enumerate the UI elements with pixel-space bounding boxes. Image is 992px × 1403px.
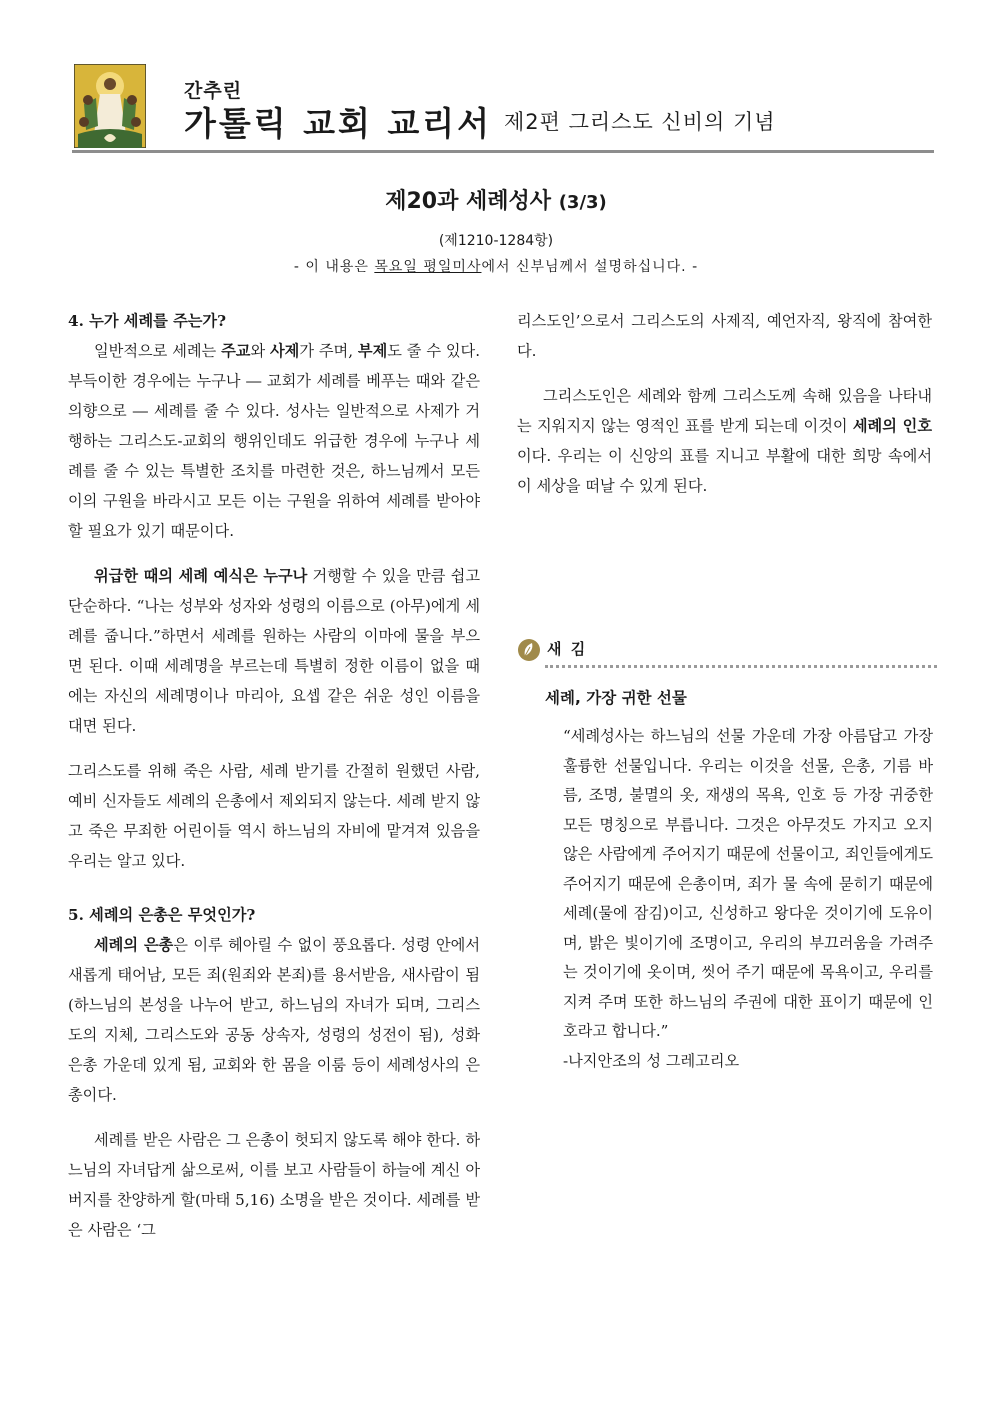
- page-header: [72, 62, 934, 154]
- header-rule: [72, 150, 934, 153]
- section5-paragraph-2-continued: 리스도인’으로서 그리스도의 사제직, 예언자직, 왕직에 참여한다.: [517, 312, 932, 360]
- leaf-icon: [517, 638, 541, 662]
- section4-paragraph-2: 위급한 때의 세례 예식은 누구나 거행할 수 있을 만큼 쉽고 단순하다. “나는 성부와 성자와 성령의 이름으로 (아무)에게 세례를 줍니다.”하면서 세례를 원하는 사람의 이마에 물을 부으면 된다. 이때 세례명을 부르는데 특별히 정한 이름이 없을 때에는 자신의 세례명이나 마리아, 요셉 같은 쉬운 성인 이름을 대면 된다.: [68, 567, 480, 735]
- section4-paragraph-1: 일반적으로 세례는 주교와 사제가 주며, 부제도 줄 수 있다. 부득이한 경우에는 누구나 ― 교회가 세례를 베푸는 때와 같은 의향으로 ― 세례를 줄 수 있다. 성사는 일반적으로 사제가 거행하는 그리스도-교회의 행위인데도 위급한 경우에 누구나 세례를 줄 수 있는 특별한 조치를 마련한 것은, 하느님께서 모든 이의 구원을 바라시고 모든 이는 구원을 위하여 세례를 받아야 할 필요가 있기 때문이다.: [68, 342, 481, 540]
- note-suffix: 에서 신부님께서 설명하십니다. -: [481, 259, 699, 275]
- section4-heading: 4. 누가 세례를 주는가?: [68, 312, 226, 330]
- section5-paragraph-2: 세례를 받은 사람은 그 은총이 헛되지 않도록 해야 한다. 하느님의 자녀답게 삶으로써, 이를 보고 사람들이 하늘에 계신 아버지를 찬양하게 할(마태 5,16) 소명을 받은 것이다. 세례를 받은 사람은 ‘그: [68, 1131, 480, 1239]
- section5-paragraph-3: 그리스도인은 세례와 함께 그리스도께 속해 있음을 나타내는 지워지지 않는 영적인 표를 받게 되는데 이것이 세례의 인호이다. 우리는 이 신앙의 표를 지니고 부활에 대한 희망 속에서 이 세상을 떠날 수 있게 된다.: [517, 387, 932, 495]
- note-underlined: 목요일 평일미사: [374, 259, 482, 275]
- lesson-part: (3/3): [558, 192, 607, 213]
- christ-logo-image: [74, 64, 146, 148]
- section4-paragraph-3: 그리스도를 위해 죽은 사람, 세례 받기를 간절히 원했던 사람, 예비 신자들도 세례의 은총에서 제외되지 않는다. 세례 받지 않고 죽은 무죄한 어린이들 역시 하느님의 자비에 맡겨져 있음을 우리는 알고 있다.: [68, 762, 480, 870]
- lesson-note: [0, 256, 992, 276]
- right-column: [517, 306, 932, 501]
- part-title: 제2편 그리스도 신비의 기념: [504, 110, 776, 134]
- lesson-ref: (제1210-1284항): [438, 233, 554, 249]
- saegim-title: 세례, 가장 귀한 선물: [545, 689, 687, 707]
- saegim-attribution: -나지안조의 성 그레고리오: [563, 1051, 740, 1070]
- lesson-title: [0, 184, 992, 215]
- dotted-divider: [545, 665, 937, 668]
- left-column: [68, 306, 480, 1245]
- book-title: 가톨릭 교회 교리서: [184, 104, 493, 143]
- saegim-header: [517, 634, 937, 668]
- section5-heading: 5. 세례의 은총은 무엇인가?: [68, 906, 256, 924]
- saegim-label: 새 김: [547, 640, 588, 658]
- lesson-title-text: 제20과 세례성사: [385, 189, 552, 214]
- section5-paragraph-1: 세례의 은총은 이루 헤아릴 수 없이 풍요롭다. 성령 안에서 새롭게 태어남, 모든 죄(원죄와 본죄)를 용서받음, 새사람이 됨(하느님의 본성을 나누어 받고, 하느님의 자녀가 되며, 그리스도의 지체, 그리스도와 공동 상속자, 성령의 성전이 됨), 성화 은총 가운데 있게 됨, 교회와 한 몸을 이룸 등이 세례성사의 은총이다.: [68, 936, 480, 1104]
- saegim-quote: “세례성사는 하느님의 선물 가운데 가장 아름답고 가장 훌륭한 선물입니다. 우리는 이것을 선물, 은총, 기름 바름, 조명, 불멸의 옷, 재생의 목욕, 인호 등 가장 귀중한 모든 명칭으로 부릅니다. 그것은 아무것도 가지고 오지 않은 사람에게 주어지기 때문에 선물이고, 죄인들에게도 주어지기 때문에 은총이며, 죄가 물 속에 묻히기 때문에 세례(물에 잠김)이고, 신성하고 왕다운 것이기에 도유이며, 밝은 빛이기에 조명이고, 우리의 부끄러움을 가려주는 것이기에 옷이며, 씻어 주기 때문에 목욕이고, 우리를 지켜 주며 또한 하느님의 주권에 대한 표이기 때문에 인호라고 합니다.”: [563, 727, 933, 1040]
- saegim-quote-block: [563, 722, 933, 1076]
- note-prefix: - 이 내용은: [293, 259, 375, 275]
- publisher-line: 간추린: [184, 80, 243, 102]
